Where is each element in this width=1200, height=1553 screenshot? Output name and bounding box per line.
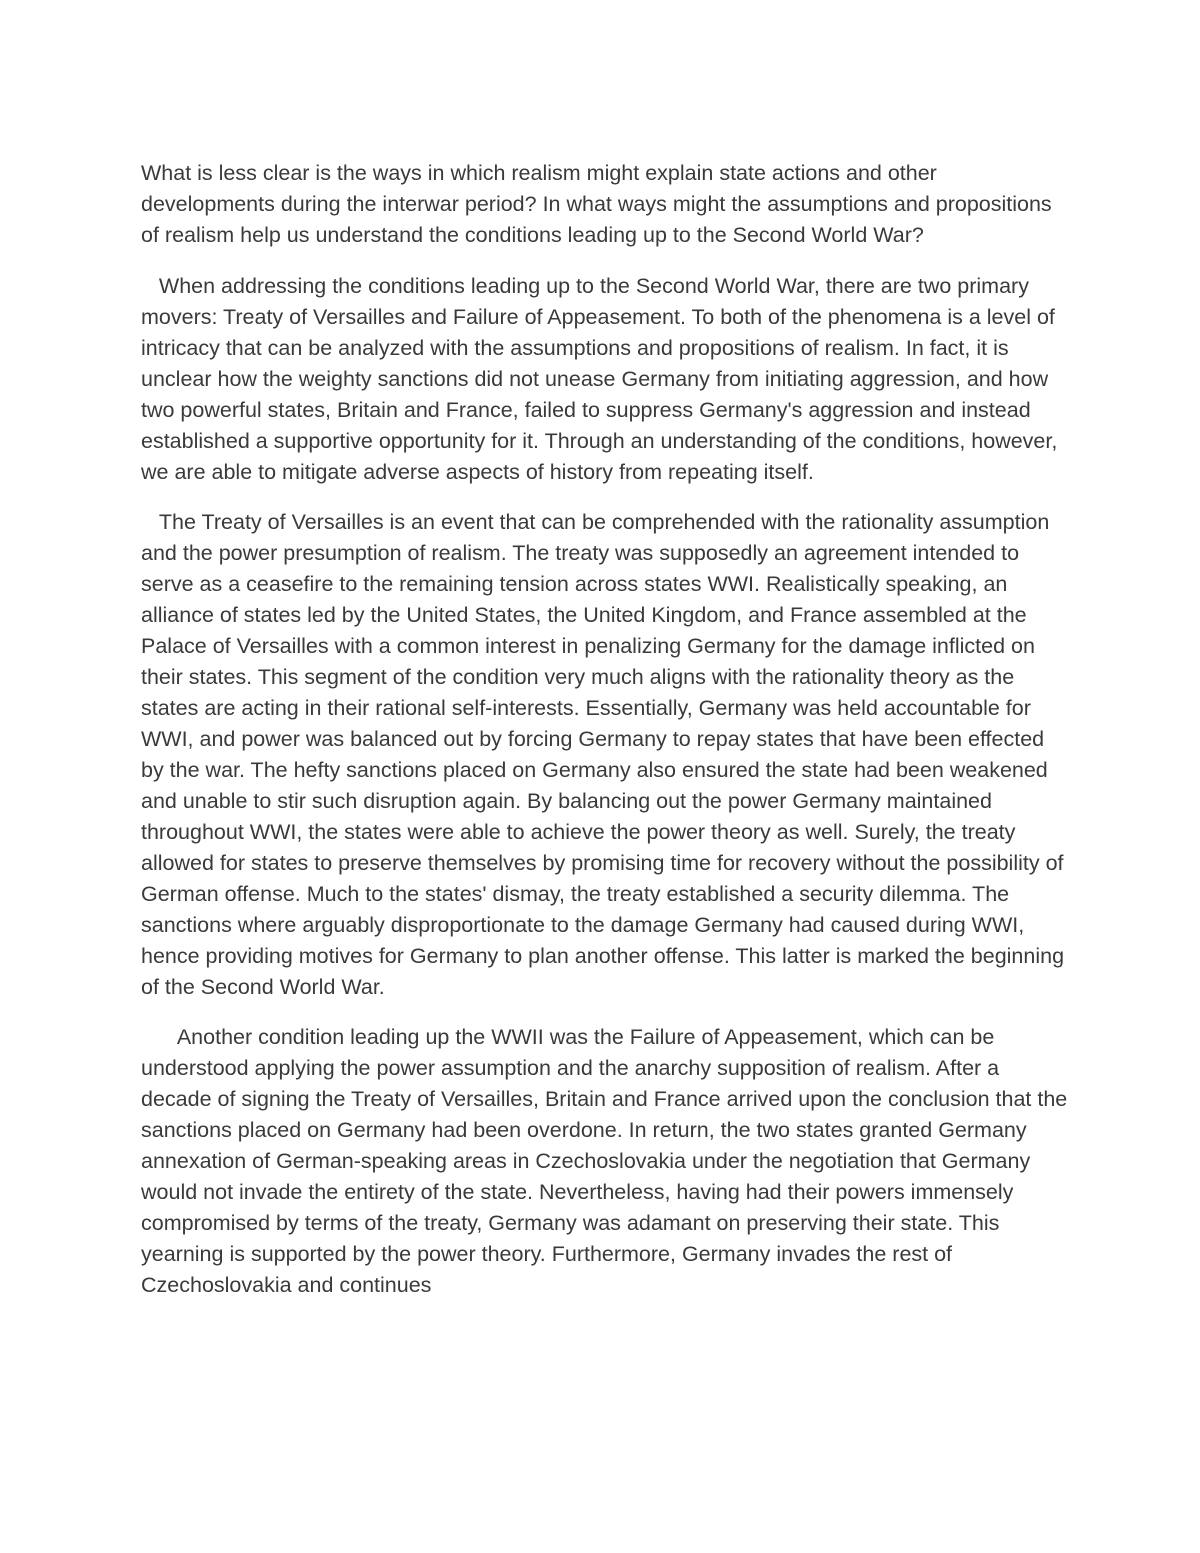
document-body [141, 158, 1074, 1320]
paragraph-treaty-of-versailles: The Treaty of Versailles is an event that can be comprehended with the rationality assumption and the power presumption of realism. The treaty was supposedly an agreement intended to serve as a ceasefire to the remaining tension across states WWI. Realistically speaking, an alliance of states led by the United States, the United Kingdom, and France assembled at the Palace of Versailles with a common interest in penalizing Germany for the damage inflicted on their states. This segment of the condition very much aligns with the rationality theory as the states are acting in their rational self-interests. Essentially, Germany was held accountable for WWI, and power was balanced out by forcing Germany to repay states that have been effected by the war. The hefty sanctions placed on Germany also ensured the state had been weakened and unable to stir such disruption again. By balancing out the power Germany maintained throughout WWI, the states were able to achieve the power theory as well. Surely, the treaty allowed for states to preserve themselves by promising time for recovery without the possibility of German offense. Much to the states' dismay, the treaty established a security dilemma. The sanctions where arguably disproportionate to the damage Germany had caused during WWI, hence providing motives for Germany to plan another offense. This latter is marked the beginning of the Second World War. [141, 510, 1071, 999]
paragraph-primary-movers: When addressing the conditions leading up to the Second World War, there are two primary movers: Treaty of Versailles and Failure of Appeasement. To both of the phenomena is a level of intricacy that can be analyzed with the assumptions and propositions of realism. In fact, it is unclear how the weighty sanctions did not unease Germany from initiating aggression, and how two powerful states, Britain and France, failed to suppress Germany's aggression and instead established a supportive opportunity for it. Through an understanding of the conditions, however, we are able to mitigate adverse aspects of history from repeating itself. [141, 274, 1064, 484]
paragraph-intro-question: What is less clear is the ways in which realism might explain state actions and other developments during the interwar period? In what ways might the assumptions and propositions of realism help us understand the conditions leading up to the Second World War? [141, 161, 1058, 247]
paragraph-failure-of-appeasement: Another condition leading up the WWII was the Failure of Appeasement, which can be understood applying the power assumption and the anarchy supposition of realism. After a decade of signing the Treaty of Versailles, Britain and France arrived upon the conclusion that the sanctions placed on Germany had been overdone. In return, the two states granted Germany annexation of German-speaking areas in Czechoslovakia under the negotiation that Germany would not invade the entirety of the state. Nevertheless, having had their powers immensely compromised by terms of the treaty, Germany was adamant on preserving their state. This yearning is supported by the power theory. Furthermore, Germany invades the rest of Czechoslovakia and continues [141, 1025, 1074, 1297]
